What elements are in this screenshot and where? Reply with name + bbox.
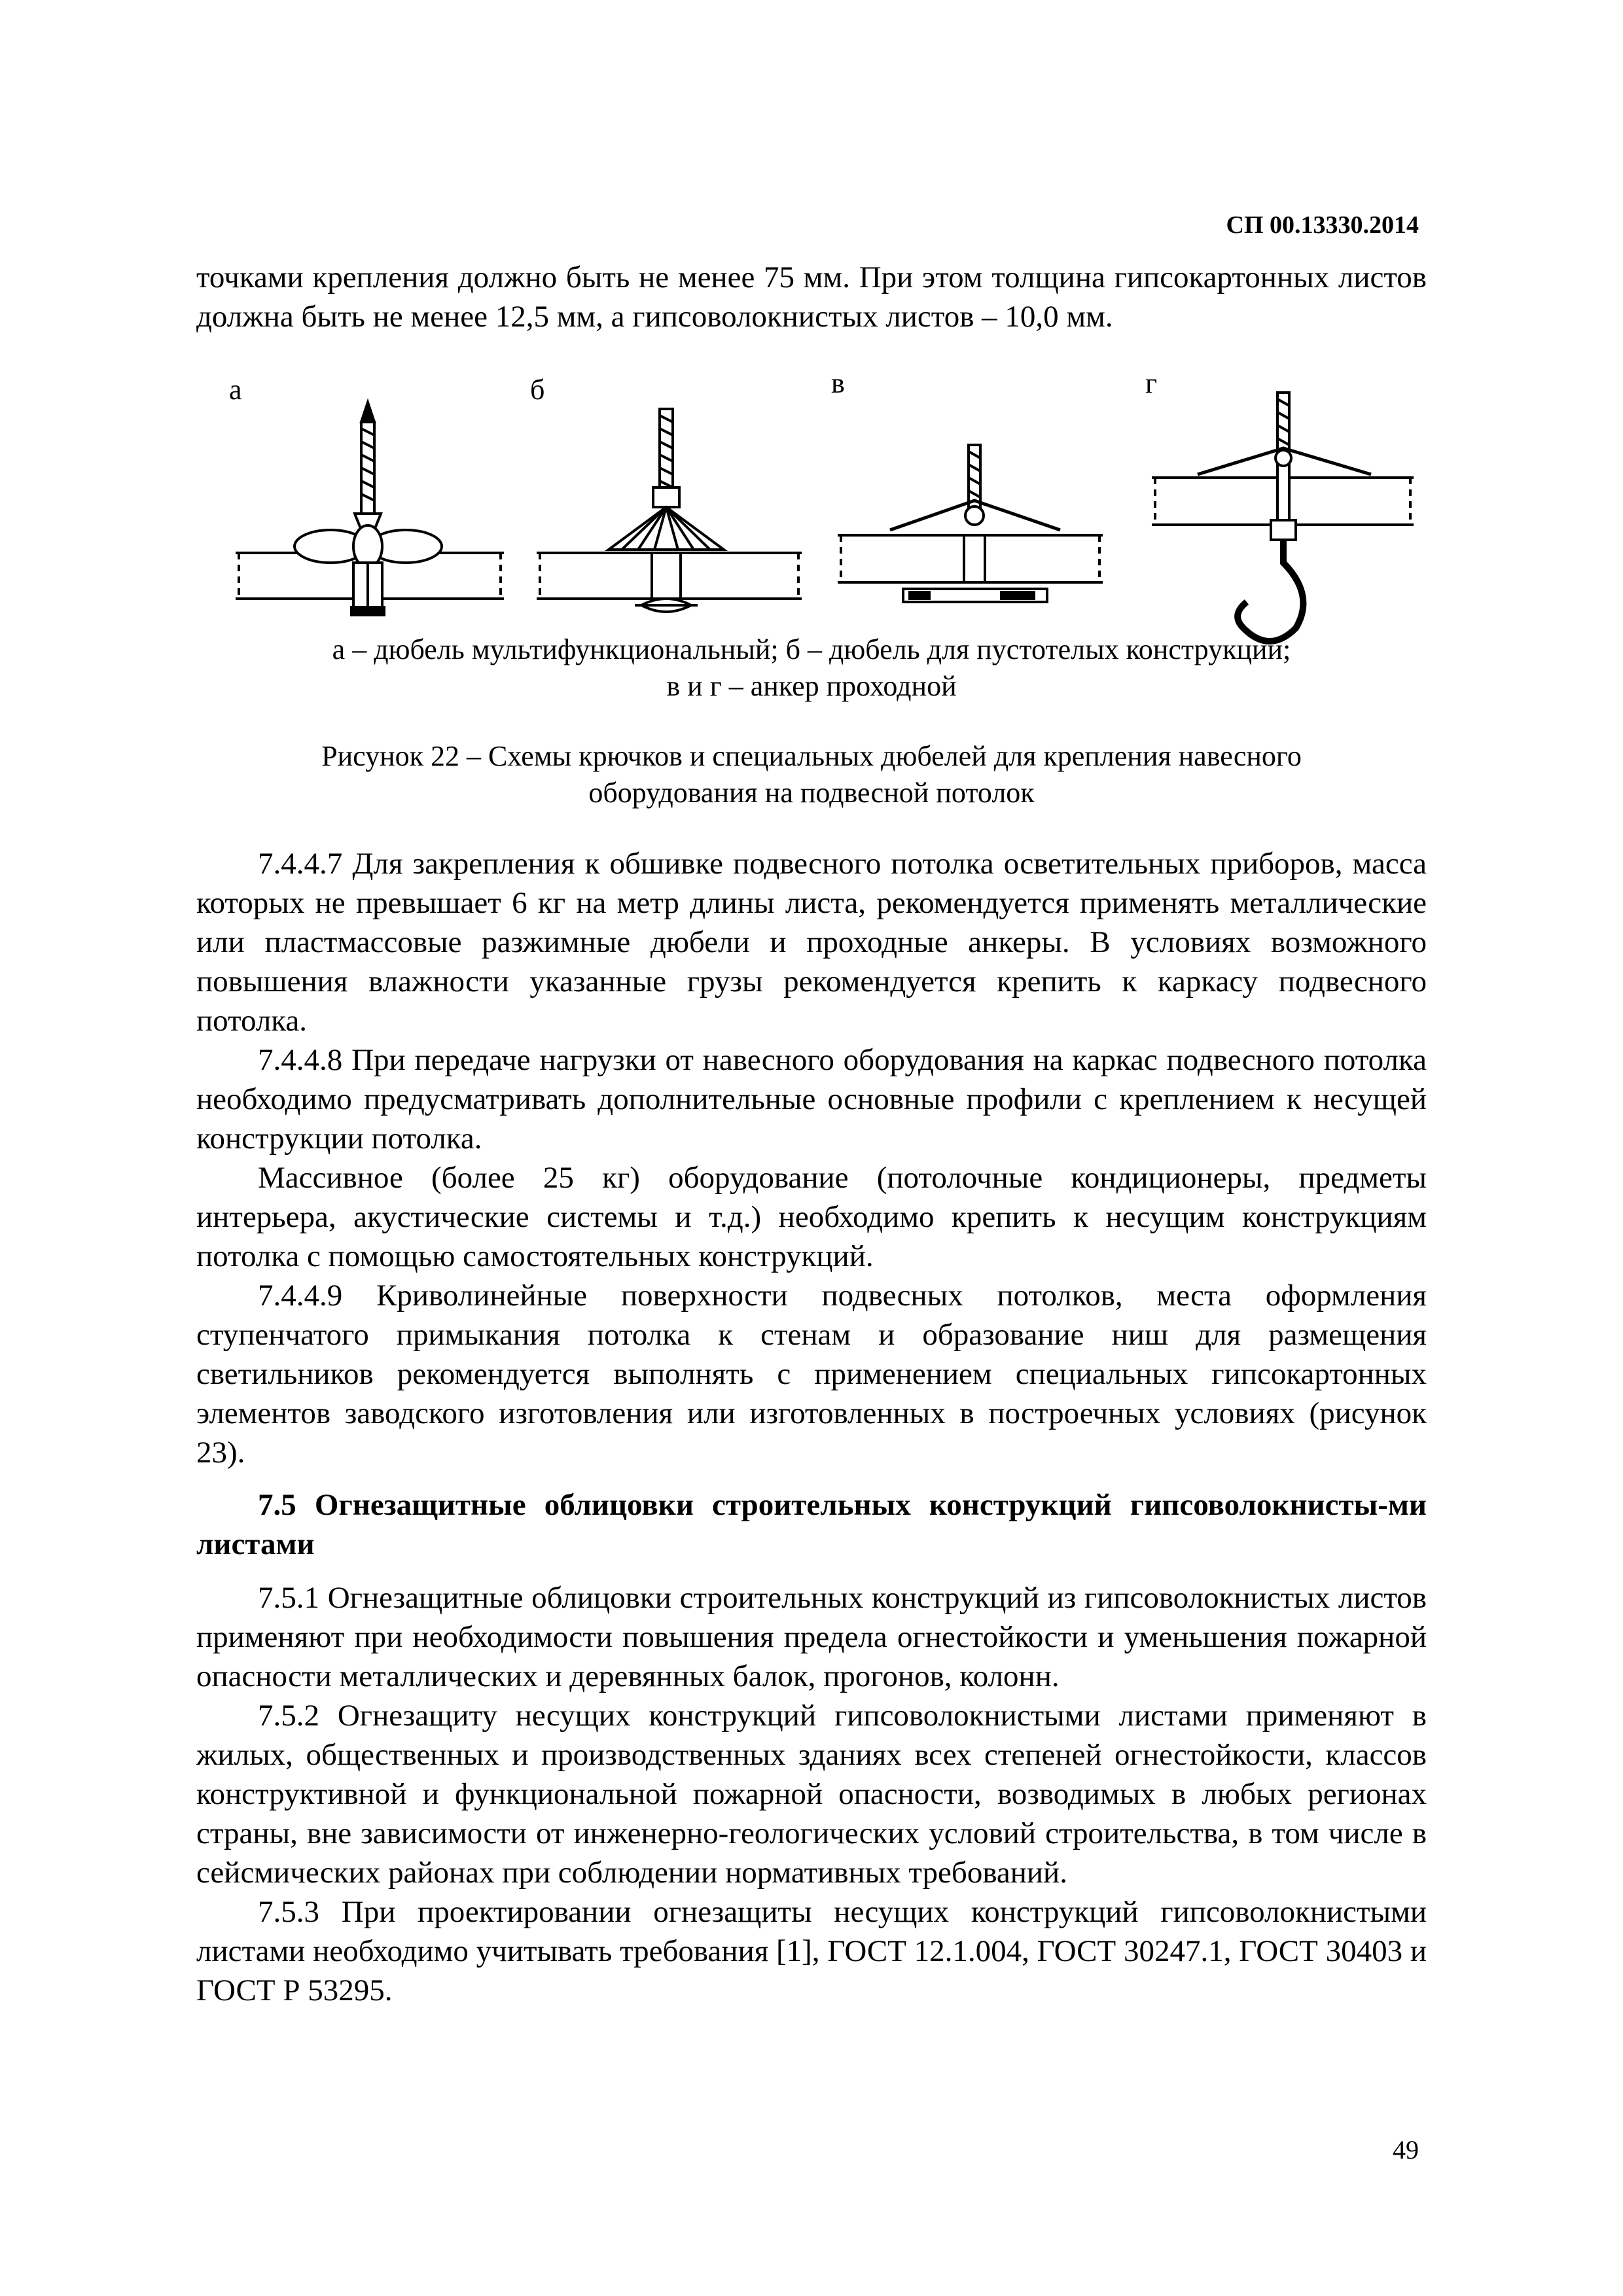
figure-caption-line: Рисунок 22 – Схемы крючков и специальных дюбелей для крепления навесного <box>321 740 1302 772</box>
figure-legend <box>196 631 1427 705</box>
multifunctional-dowel-drawing <box>236 402 504 615</box>
section-heading: 7.5 Огнезащитные облицовки строительных конструкций гипсоволокнисты-ми листами <box>196 1488 1427 1561</box>
figure-label-g: г <box>1145 367 1158 399</box>
through-anchor-hook-drawing <box>1152 393 1414 641</box>
dowel-drawings <box>216 366 1414 654</box>
paragraph: 7.4.4.7 Для закрепления к обшивке подвесного потолка осветительных приборов, масса которых не превышает 6 кг на метр длины листа, рекомендуется применять металлические или пластмассовые разжимные дюбели и проходные анкеры. В условиях возможного повышения влажности указанные грузы рекомендуется крепить к каркасу подвесного потолка. <box>196 847 1427 1038</box>
paragraph: 7.5.3 При проектировании огнезащиты несущих конструкций гипсоволокнистыми листами необходимо учитывать требования [1], ГОСТ 12.1.004, ГОСТ 30247.1, ГОСТ 30403 и ГОСТ Р 53295. <box>196 1895 1427 2007</box>
document-code: СП 00.13330.2014 <box>1226 211 1419 239</box>
hollow-structure-dowel-drawing <box>537 409 802 612</box>
paragraph: 7.5.2 Огнезащиту несущих конструкций гипсоволокнистыми листами применяют в жилых, общественных и производственных зданиях всех степеней огнестойкости, классов конструктивной и функциональной пожарной опасности, возводимых в любых регионах страны, вне зависимости от инженерно-геологических условий строительства, в том числе в сейсмических районах при соблюдении нормативных требований. <box>196 1699 1427 1890</box>
figure-legend-line: в и г – анкер проходной <box>666 670 957 702</box>
page-number: 49 <box>1393 2135 1419 2164</box>
paragraph: Массивное (более 25 кг) оборудование (потолочные кондиционеры, предметы интерьера, акустические системы и т.д.) необходимо крепить к несущим конструкциям потолка с помощью самостоятельных конструкций. <box>196 1161 1427 1273</box>
figure-caption-line: оборудования на подвесной потолок <box>588 777 1035 809</box>
body-section-7-4-4 <box>196 844 1427 1472</box>
paragraph: 7.4.4.8 При передаче нагрузки от навесного оборудования на каркас подвесного потолка необходимо предусматривать дополнительные основные профили с креплением к несущей конструкции потолка. <box>196 1043 1427 1156</box>
body-section-7-5 <box>196 1578 1427 2010</box>
figure-label-a: а <box>229 374 242 406</box>
paragraph: 7.4.4.9 Криволинейные поверхности подвесных потолков, места оформления ступенчатого примыкания потолка к стенам и образование ниш для размещения светильников рекомендуется выполнять с применением специальных гипсокартонных элементов заводского изготовления или изготовленных в построечных условиях (рисунок 23). <box>196 1279 1427 1470</box>
figure-label-b: б <box>530 374 545 406</box>
figure-caption <box>196 738 1427 811</box>
lead-paragraph <box>196 258 1427 336</box>
figure-22 <box>216 366 1414 654</box>
paragraph: 7.5.1 Огнезащитные облицовки строительных конструкций из гипсоволокнистых листов применяют при необходимости повышения предела огнестойкости и уменьшения пожарной опасности металлических и деревянных балок, прогонов, колонн. <box>196 1581 1427 1693</box>
figure-legend-line: а – дюбель мультифункциональный; б – дюбель для пустотелых конструкций; <box>332 633 1291 665</box>
through-anchor-toggle-drawing <box>838 445 1103 602</box>
figure-label-v: в <box>831 367 845 399</box>
paragraph: точками крепления должно быть не менее 75 мм. При этом толщина гипсокартонных листов должна быть не менее 12,5 мм, а гипсоволокнистых листов – 10,0 мм. <box>196 260 1427 334</box>
